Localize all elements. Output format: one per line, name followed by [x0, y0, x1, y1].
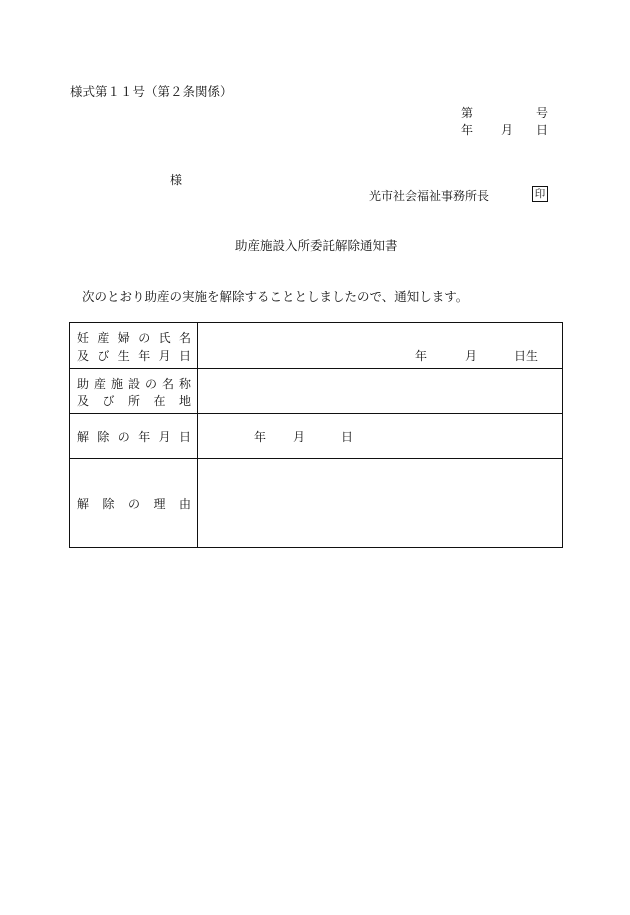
intro-text: 次のとおり助産の実施を解除することとしましたので、通知します。: [82, 289, 469, 304]
issue-date-year: 年: [461, 123, 474, 137]
notice-table: [69, 322, 563, 548]
birth-year-unit: 年: [415, 349, 428, 363]
cancel-month-unit: 月: [293, 430, 306, 444]
seal-stamp: 印: [532, 186, 548, 202]
issue-date-month: 月: [501, 123, 514, 137]
cancel-year-unit: 年: [254, 430, 267, 444]
issue-date-day: 日: [536, 123, 549, 137]
birth-month-unit: 月: [465, 349, 478, 363]
table-row-reason: [70, 459, 562, 548]
cancel-day-unit: 日: [341, 430, 354, 444]
document-number-label: 第: [461, 106, 474, 120]
form-number: 様式第１１号（第２条関係）: [70, 84, 233, 99]
label-cancel-date: 解除の年月日: [77, 430, 191, 444]
label-mother-birthdate: 及び生年月日: [77, 349, 191, 363]
birth-day-unit: 日生: [514, 349, 539, 363]
addressee-honorific: 様: [170, 173, 183, 187]
issuer-name: 光市社会福祉事務所長: [369, 189, 490, 203]
label-cell-cancel-date: [70, 414, 198, 458]
label-cancel-reason: 解除の理由: [77, 497, 191, 511]
document-title: 助産施設入所委託解除通知書: [235, 238, 398, 253]
table-row-cancel-date: [70, 414, 562, 459]
label-cell-facility: [70, 369, 198, 413]
label-facility-address: 及び所在地: [77, 394, 191, 408]
document-number-suffix: 号: [536, 106, 549, 120]
label-cell-mother: [70, 323, 198, 368]
table-row-facility: [70, 369, 562, 414]
label-cell-reason: [70, 459, 198, 548]
label-facility-name: 助産施設の名称: [77, 377, 191, 391]
table-row-mother: [70, 323, 562, 369]
label-mother-name: 妊産婦の氏名: [77, 331, 191, 345]
